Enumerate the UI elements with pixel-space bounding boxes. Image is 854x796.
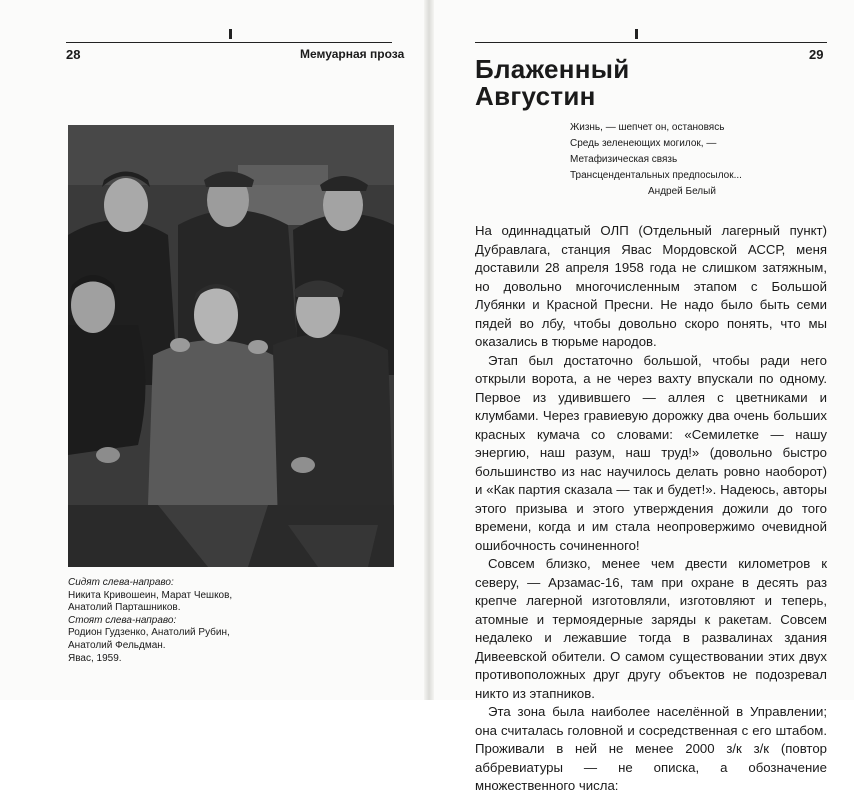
group-photo-illustration <box>68 125 394 567</box>
header-rule <box>66 42 392 43</box>
chapter-title-line-2: Августин <box>475 81 596 111</box>
caption-sitting-names-2: Анатолий Парташников. <box>68 602 181 614</box>
chapter-body <box>475 222 827 796</box>
body-paragraph: Этап был достаточно большой, чтобы ради него открыли ворота, а не через вахту впускали по одному. Первое из удивившего — аллея с цветниками и клумбами. Через гравиевую дорожку два очень больших красных кумача со словами: «Семилетке — нашу энергию, наш разум, наш труд!» (довольно быстро большинство из нас научилось делать ровно наоборот) и «Как партия сказала — так и будет!». Надеюсь, авторы этого призыва и этого утверждения дожили до того времени, когда и им стала неопровержимо очевидной ошибочность сочиненного! <box>475 352 827 553</box>
caption-standing-names-2: Анатолий Фельдман. <box>68 639 166 651</box>
body-paragraph: Совсем близко, менее чем двести километров к северу, — Арзамас-16, там при охране в десять раз крепче лагерной изготовляли, изготовляют и теперь, атомные и термоядерные заряды к ракетам. Совсем недалеко и лежавшие тогда в развалинах здания Дивеевской обители. О самом существовании этих двух противоположных друг другу объектов не подозревал никто из этапников. <box>475 556 827 701</box>
epigraph-line: Жизнь, — шепчет он, остановясь <box>570 122 725 133</box>
photo-caption <box>68 577 398 665</box>
caption-sitting-label: Сидят слева-направо: <box>68 577 174 588</box>
epigraph <box>570 120 810 200</box>
epigraph-line: Трансцендентальных предпосылок... <box>570 170 742 181</box>
caption-standing-label: Стоят слева-направо: <box>68 614 177 626</box>
left-page <box>0 0 424 700</box>
chapter-title <box>475 56 630 110</box>
page-number: 28 <box>66 47 81 62</box>
header-rule <box>475 42 827 43</box>
caption-place-year: Явас, 1959. <box>68 652 122 664</box>
header-tick-mark <box>635 29 638 39</box>
epigraph-line: Средь зеленеющих могилок, — <box>570 138 717 149</box>
group-photo <box>68 125 394 567</box>
chapter-title-line-1: Блаженный <box>475 54 630 84</box>
epigraph-author: Андрей Белый <box>648 186 716 197</box>
caption-sitting-names-1: Никита Кривошеин, Марат Чешков, <box>68 589 233 601</box>
epigraph-line: Метафизическая связь <box>570 154 678 165</box>
header-tick-mark <box>229 29 232 39</box>
book-gutter <box>424 0 434 700</box>
body-paragraph: На одиннадцатый ОЛП (Отдельный лагерный пункт) Дубравлага, станция Явас Мордовской АССР, меня доставили 28 апреля 1958 года не слишком затяжным, но довольно многочисленным этапом с Большой Лубянки и Красной Пресни. Не надо было быть семи пядей во лбу, чтобы довольно скоро понять, что мы оказались в тюрьме народов. <box>475 223 827 349</box>
running-title: Мемуарная проза <box>300 47 405 61</box>
caption-standing-names-1: Родион Гудзенко, Анатолий Рубин, <box>68 627 230 639</box>
page-number: 29 <box>809 47 824 62</box>
body-paragraph: Эта зона была наиболее населённой в Управлении; она считалась головной и сосредственная с его штабом. Проживали в ней не менее 2000 з/к з/к (повтор аббревиатуры — не описка, а обозначение множественного числа: <box>475 704 827 793</box>
